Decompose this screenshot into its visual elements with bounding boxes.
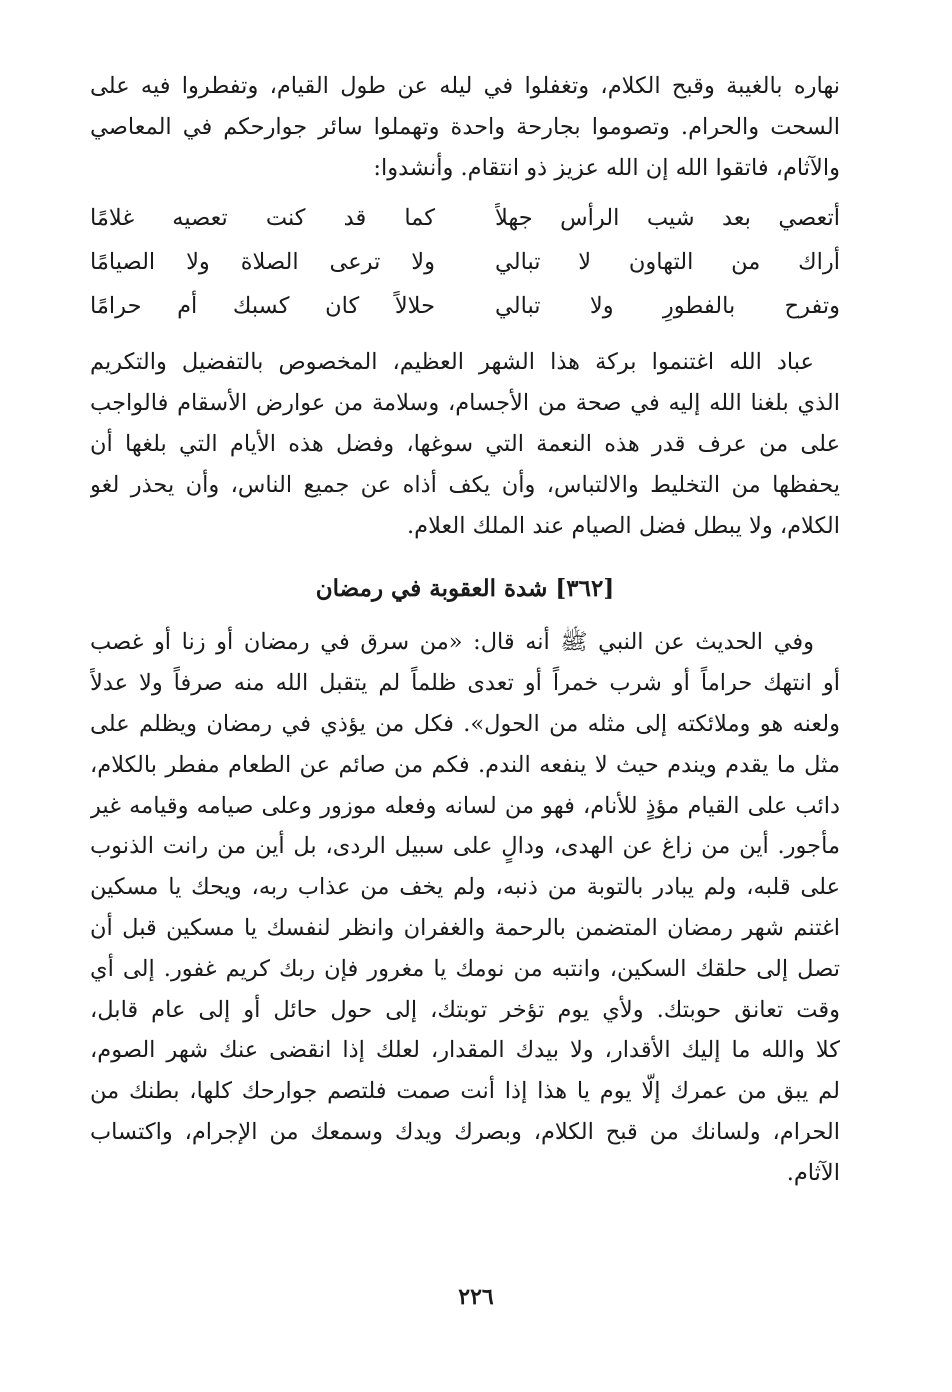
text-line: مثل ما يقدم ويندم حيث لا ينفعه الندم. فكم من صائم عن الطعام مفطر بالكلام، [90,751,840,778]
text-line: يحفظها من التخليط والالتباس، وأن يكف أذاه عن جميع الناس، وأن يحذر لغو [90,471,840,498]
text-line: لم يبق من عمرك إلّا يوم يا هذا إذا أنت صمت فلتصم جوارحك كلها، بطنك من [90,1078,840,1105]
text-line: على من عرف قدر هذه النعمة التي سوغها، وفضل هذه الأيام التي بلغها أن [90,430,840,457]
text-line: السحت والحرام. وتصوموا بجارحة واحدة وتهملوا سائر جوارحكم في المعاصي [90,113,840,140]
page-number: ٢٢٦ [458,1284,494,1310]
page-body [90,66,840,1194]
poem-verse [90,196,840,240]
verse-second-hemistich: حلالاً كان كسبك أم حرامًا [90,293,435,320]
text-line: اغتنم شهر رمضان المتضمن بالرحمة والغفران وانظر لنفسك يا مسكين قبل أن [90,914,840,941]
poem [90,196,840,328]
text-line: الحرام، ولسانك من قبح الكلام، وبصرك ويدك وسمعك من الإجرام، واكتساب [90,1118,840,1145]
text-line: أو انتهك حراماً أو شرب خمراً أو تعدى ظلماً لم يتقبل الله منه صرفاً ولا عدلاً [90,670,840,697]
text-line: مأجور. أين من زاغ عن الهدى، ودالٍ على سبيل الردى، بل أين من رانت الذنوب [90,833,840,860]
verse-first-hemistich: وتفرح بالفطورِ ولا تبالي [495,293,840,320]
poem-verse [90,284,840,328]
text-line: نهاره بالغيبة وقبح الكلام، وتغفلوا في ليله عن طول القيام، وتفطروا فيه على [90,73,840,99]
paragraph-2 [90,342,840,546]
text-line: ولعنه هو وملائكته إلى مثله من الحول». فكل من يؤذي في رمضان ويظلم على [90,710,840,737]
text-line: والآثام، فاتقوا الله إن الله عزيز ذو انتقام. وأنشدوا: [373,154,840,181]
paragraph-1 [90,66,840,188]
text-line: الآثام. [786,1159,840,1186]
section-heading: [٣٦٢] شدة العقوبة في رمضان [315,575,615,603]
text-line: الكلام، ولا يبطل فضل الصيام عند الملك العلام. [407,512,840,539]
text-line: وفي الحديث عن النبي ﷺ أنه قال: «من سرق في رمضان أو زنا أو غصب [90,629,814,656]
text-line: دائب على القيام مؤذٍ للأنام، فهو من لسانه وفعله موزور وعلى صيامه وقيامه غير [90,792,840,819]
text-line: عباد الله اغتنموا بركة هذا الشهر العظيم، المخصوص بالتفضيل والتكريم [90,349,814,376]
text-line: الذي بلغنا الله إليه في صحة من الأجسام، وسلامة من عوارض الأسقام فالواجب [90,390,840,417]
verse-second-hemistich: كما قد كنت تعصيه غلامًا [90,205,435,232]
text-line: تصل إلى حلقك السكين، وانتبه من نومك يا مغرور فإن ربك كريم غفور. إلى أي [90,955,840,982]
text-line: كلا والله ما إليك الأقدار، ولا بيدك المقدار، لعلك إذا انقضى عنك شهر الصوم، [90,1037,840,1064]
text-line: وقت تعانق حوبتك. ولأي يوم تؤخر توبتك، إلى حول حائل أو إلى عام قابل، [90,996,840,1023]
verse-second-hemistich: ولا ترعى الصلاة ولا الصيامًا [90,249,435,276]
paragraph-3 [90,622,840,1193]
verse-first-hemistich: أراك من التهاون لا تبالي [495,249,840,276]
poem-verse [90,240,840,284]
text-line: على قلبه، ولم يبادر بالتوبة من ذنبه، ولم يخف من عذاب ربه، ويحك يا مسكين [90,874,840,901]
verse-first-hemistich: أتعصي بعد شيب الرأس جهلاً [495,205,840,232]
